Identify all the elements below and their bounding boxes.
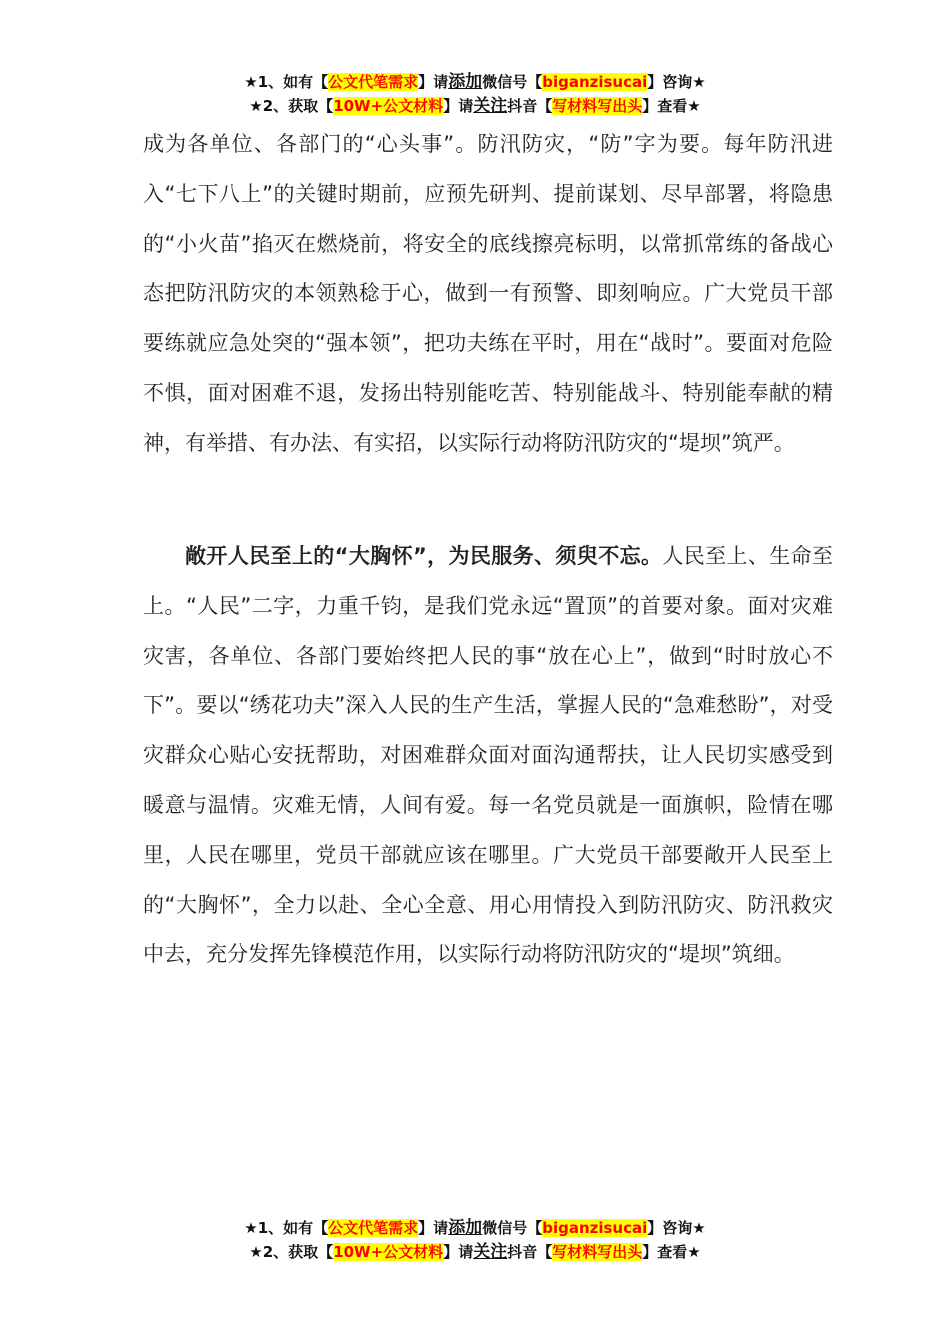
paragraph-2	[143, 532, 833, 980]
banner-text: 抖音【	[507, 97, 553, 115]
banner-line-1	[0, 1216, 950, 1240]
banner-text: 】请	[418, 73, 449, 91]
banner-line-2	[0, 1240, 950, 1264]
banner-text: 抖音【	[507, 1243, 553, 1261]
footer-banner	[0, 1216, 950, 1264]
banner-line-2	[0, 94, 950, 118]
banner-text: 】咨询★	[647, 1219, 706, 1237]
highlight-wechat-id: biganzisucai	[542, 73, 648, 91]
emphasis-follow: 关注	[473, 1242, 508, 1262]
highlight-wechat-id: biganzisucai	[542, 1219, 648, 1237]
highlight-douyin-account: 写材料写出头	[552, 97, 643, 115]
banner-text: ★1、如有【	[244, 1219, 329, 1237]
banner-text: ★2、获取【	[249, 97, 334, 115]
banner-line-1	[0, 70, 950, 94]
banner-text: 】咨询★	[647, 73, 706, 91]
highlight-materials: 10W+公文材料	[333, 1243, 444, 1261]
banner-text: 微信号【	[482, 73, 543, 91]
highlight-service: 公文代笔需求	[328, 73, 419, 91]
emphasis-add: 添加	[448, 72, 483, 92]
banner-text: 】请	[418, 1219, 449, 1237]
banner-text: 】请	[443, 1243, 474, 1261]
paragraph-2-lead: 敞开人民至上的“大胸怀”，为民服务、须臾不忘。	[185, 544, 663, 568]
banner-text: 】查看★	[642, 1243, 701, 1261]
banner-text: ★1、如有【	[244, 73, 329, 91]
highlight-douyin-account: 写材料写出头	[552, 1243, 643, 1261]
banner-text: 】查看★	[642, 97, 701, 115]
header-banner	[0, 70, 950, 118]
highlight-materials: 10W+公文材料	[333, 97, 444, 115]
banner-text: 】请	[443, 97, 474, 115]
highlight-service: 公文代笔需求	[328, 1219, 419, 1237]
emphasis-add: 添加	[448, 1218, 483, 1238]
banner-text: 微信号【	[482, 1219, 543, 1237]
paragraph-2-body: 人民至上、生命至上。“人民”二字，力重千钧，是我们党永远“置顶”的首要对象。面对灾难灾害，各单位、各部门要始终把人民的事“放在心上”，做到“时时放心不下”。要以“绣花功夫”深入人民的生产生活，掌握人民的“急难愁盼”，对受灾群众心贴心安抚帮助，对困难群众面对面沟通帮扶，让人民切实感受到暖意与温情。灾难无情，人间有爱。每一名党员就是一面旗帜，险情在哪里，人民在哪里，党员干部就应该在哪里。广大党员干部要敞开人民至上的“大胸怀”，全力以赴、全心全意、用心用情投入到防汛防灾、防汛救灾中去，充分发挥先锋模范作用，以实际行动将防汛防灾的“堤坝”筑细。	[143, 544, 834, 967]
paragraph-1: 成为各单位、各部门的“心头事”。防汛防灾，“防”字为要。每年防汛进入“七下八上”的关键时期前，应预先研判、提前谋划、尽早部署，将隐患的“小火苗”掐灭在燃烧前，将安全的底线擦亮标明，以常抓常练的备战心态把防汛防灾的本领熟稔于心，做到一有预警、即刻响应。广大党员干部要练就应急处突的“强本领”，把功夫练在平时，用在“战时”。要面对危险不惧，面对困难不退，发扬出特别能吃苦、特别能战斗、特别能奉献的精神，有举措、有办法、有实招，以实际行动将防汛防灾的“堤坝”筑严。	[143, 132, 833, 455]
banner-text: ★2、获取【	[249, 1243, 334, 1261]
emphasis-follow: 关注	[473, 96, 508, 116]
